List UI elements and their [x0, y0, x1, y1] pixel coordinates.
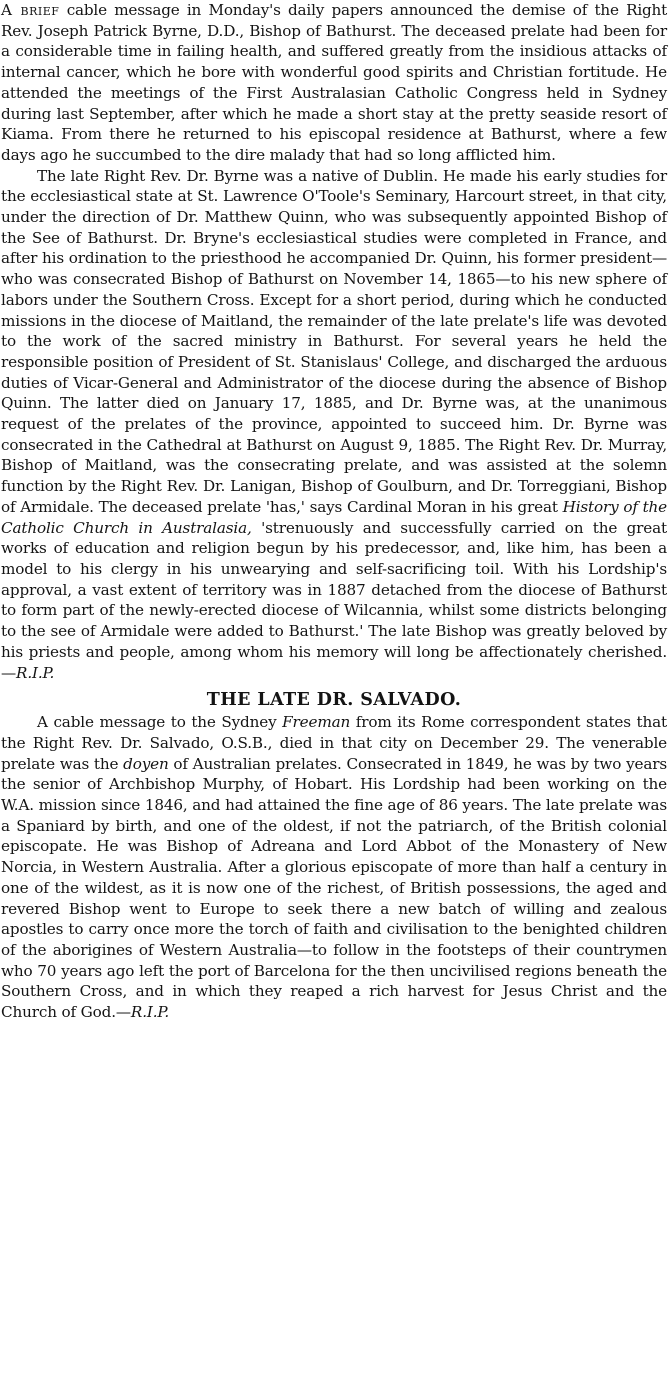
salvado-text-a: A cable message to the Sydney [37, 713, 283, 732]
byrne-paragraph-1 [1, 0, 667, 166]
byrne-paragraph-2-text-b: 'strenuously and successfully carried on the great works of education and religion begun by his predecessor, and, like him, has been a model to his clergy in his unwearying and self-sacrificing toil. With his Lordship's approval, a vast extent of territory was in 1887 detached from the diocese of Bathurst to form part of the newly-erected diocese of Wilcannia, whilst some districts belonging to the see of Armidale were added to Bathurst.' The late Bishop was greatly beloved by his priests and people, among whom his memory will long be affectionately cherished.— [1, 518, 667, 682]
salvado-heading: THE LATE DR. SALVADO. [206, 690, 462, 711]
byrne-rip: R.I.P. [16, 663, 55, 682]
byrne-paragraph-2-text-a: The late Right Rev. Dr. Byrne was a native of Dublin. He made his early studies for the ecclesiastical state at St. Lawrence O'Toole's Seminary, Harcourt street, in that city, under the direction of Dr. Matthew Quinn, who was subsequently appointed Bishop of the See of Bathurst. Dr. Bryne's ecclesiastical studies were completed in France, and after his ordination to the priesthood he accompanied Dr. Quinn, his former president—who was consecrated Bishop of Bathurst on November 14, 1865—to his new sphere of labors under the Southern Cross. Except for a short period, during which he conducted missions in the diocese of Maitland, the remainder of the late prelate's life was devoted to the work of the sacred ministry in Bathurst. For several years he held the responsible position of President of St. Stanislaus' College, and discharged the arduous duties of Vicar-General and Administrator of the diocese during the absence of Bishop Quinn. The latter died on January 17, 1885, and Dr. Byrne was, at the unanimous request of the prelates of the province, appointed to succeed him. Dr. Byrne was consecrated in the Cathedral at Bathurst on August 9, 1885. The Right Rev. Dr. Murray, Bishop of Maitland, was the consecrating prelate, and was assisted at the solemn function by the Right Rev. Dr. Lanigan, Bishop of Goulburn, and Dr. Torreggiani, Bishop of Armidale. The deceased prelate 'has,' says Cardinal Moran in his great [1, 166, 667, 516]
byrne-paragraph-2 [1, 166, 667, 684]
book-title-italic: History of the Catholic Church in Australasia, [1, 497, 667, 537]
byrne-paragraph-1-text: cable message in Monday's daily papers announced the demise of the Right Rev. Joseph Patrick Byrne, D.D., Bishop of Bathurst. The deceased prelate had been for a considerable time in failing health, and suffered greatly from the insidious attacks of internal cancer, which he bore with wonderful good spirits and Christian fortitude. He attended the meetings of the First Australasian Catholic Congress held in Sydney during last September, after which he made a short stay at the pretty seaside resort of Kiama. From there he returned to his episcopal residence at Bathurst, where a few days ago he succumbed to the dire malady that had so long afflicted him. [1, 1, 667, 164]
lead-in-words: A brief [1, 1, 60, 19]
doyen-italic: doyen [123, 754, 169, 773]
freeman-italic: Freeman [282, 713, 351, 732]
salvado-rip: R.I.P. [130, 1003, 170, 1022]
salvado-text-c: of Australian prelates. Consecrated in 1849, he was by two years the senior of Archbishop Murphy, of Hobart. His Lordship had been working on the W.A. mission since 1846, and had attained the fine age of 86 years. The late prelate was a Spaniard by birth, and one of the oldest, if not the patriarch, of the British colonial episcopate. He was Bishop of Adreana and Lord Abbot of the Monastery of New Norcia, in Western Australia. After a glorious episcopate of more than half a century in one of the wildest, as it is now one of the richest, of British possessions, the aged and revered Bishop went to Europe to seek there a new batch of willing and zealous apostles to carry once more the torch of faith and civilisation to the benighted children of the aborigines of Western Australia—to follow in the footsteps of their countrymen who 70 years ago left the port of Barcelona for the then uncivilised regions beneath the Southern Cross, and in which they reaped a rich harvest for Jesus Christ and the Church of God.— [1, 754, 667, 1022]
salvado-paragraph [1, 712, 667, 1023]
salvado-text-b: from its Rome correspondent states that the Right Rev. Dr. Salvado, O.S.B., died in that city on December 29. The venerable prelate was the [1, 713, 667, 773]
